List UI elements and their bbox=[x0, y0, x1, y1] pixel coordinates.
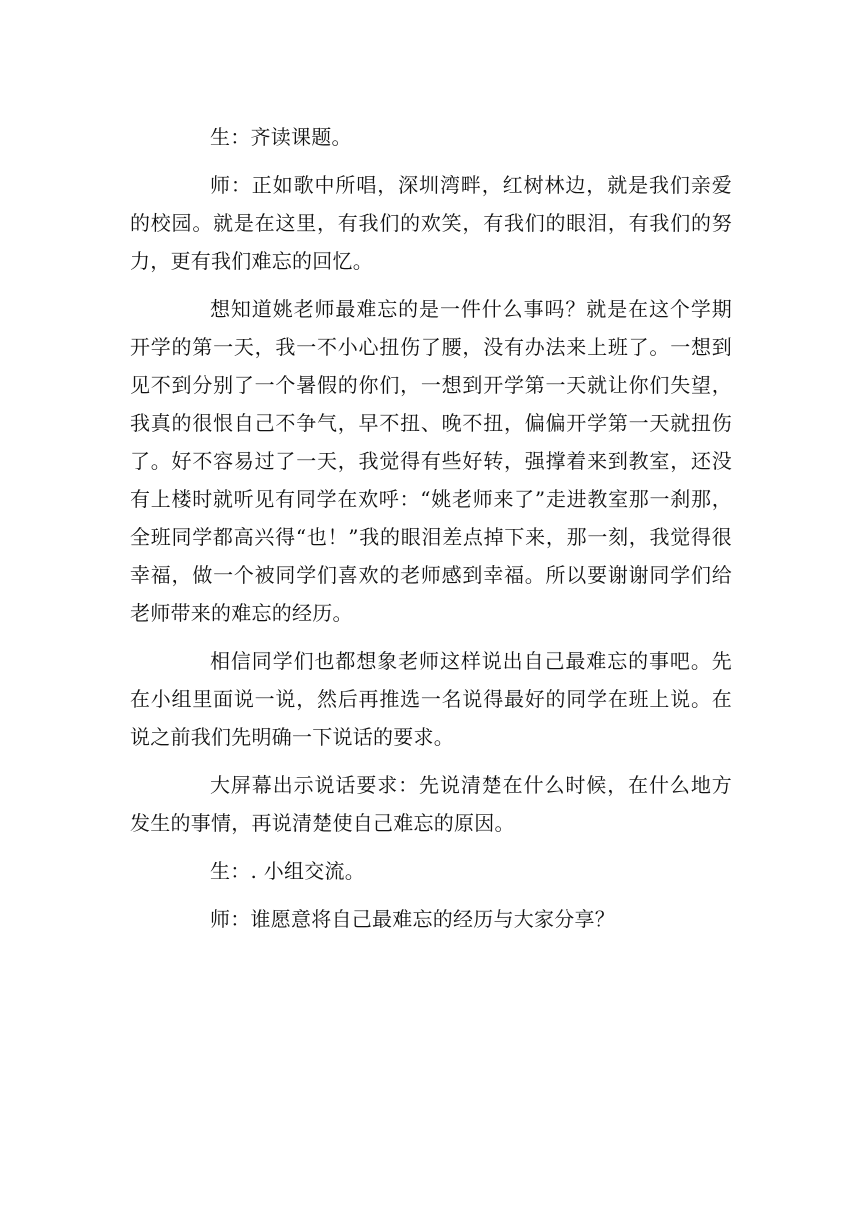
paragraph-teacher-memory: 想知道姚老师最难忘的是一件什么事吗？就是在这个学期开学的第一天，我一不小心扭伤了腰，没有办法来上班了。一想到见不到分别了一个暑假的你们，一想到开学第一天就让你们失望，我真的很恨自己不争气，早不扭、晚不扭，偏偏开学第一天就扭伤了。好不容易过了一天，我觉得有些好转，强撑着来到教室，还没有上楼时就听见有同学在欢呼：“姚老师来了”走进教室那一刹那，全班同学都高兴得“也！”我的眼泪差点掉下来，那一刻，我觉得很幸福，做一个被同学们喜欢的老师感到幸福。所以要谢谢同学们给老师带来的难忘的经历。 bbox=[130, 297, 732, 625]
paragraph-student-read-title: 生：齐读课题。 bbox=[210, 125, 352, 149]
paragraph-speaking-requirements: 大屏幕出示说话要求：先说清楚在什么时候，在什么地方发生的事情，再说清楚使自己难忘的原因。 bbox=[130, 773, 732, 835]
paragraph-teacher-intro: 师：正如歌中所唱，深圳湾畔，红树林边，就是我们亲爱的校园。就是在这里，有我们的欢笑，有我们的眼泪，有我们的努力，更有我们难忘的回忆。 bbox=[130, 173, 732, 273]
paragraph-group-instruction: 相信同学们也都想象老师这样说出自己最难忘的事吧。先在小组里面说一说，然后再推选一名说得最好的同学在班上说。在说之前我们先明确一下说话的要求。 bbox=[130, 649, 732, 749]
paragraph-group-discussion: 生：. 小组交流。 bbox=[210, 859, 365, 883]
document-body bbox=[130, 118, 732, 948]
paragraph-teacher-question: 师：谁愿意将自己最难忘的经历与大家分享？ bbox=[210, 907, 615, 931]
